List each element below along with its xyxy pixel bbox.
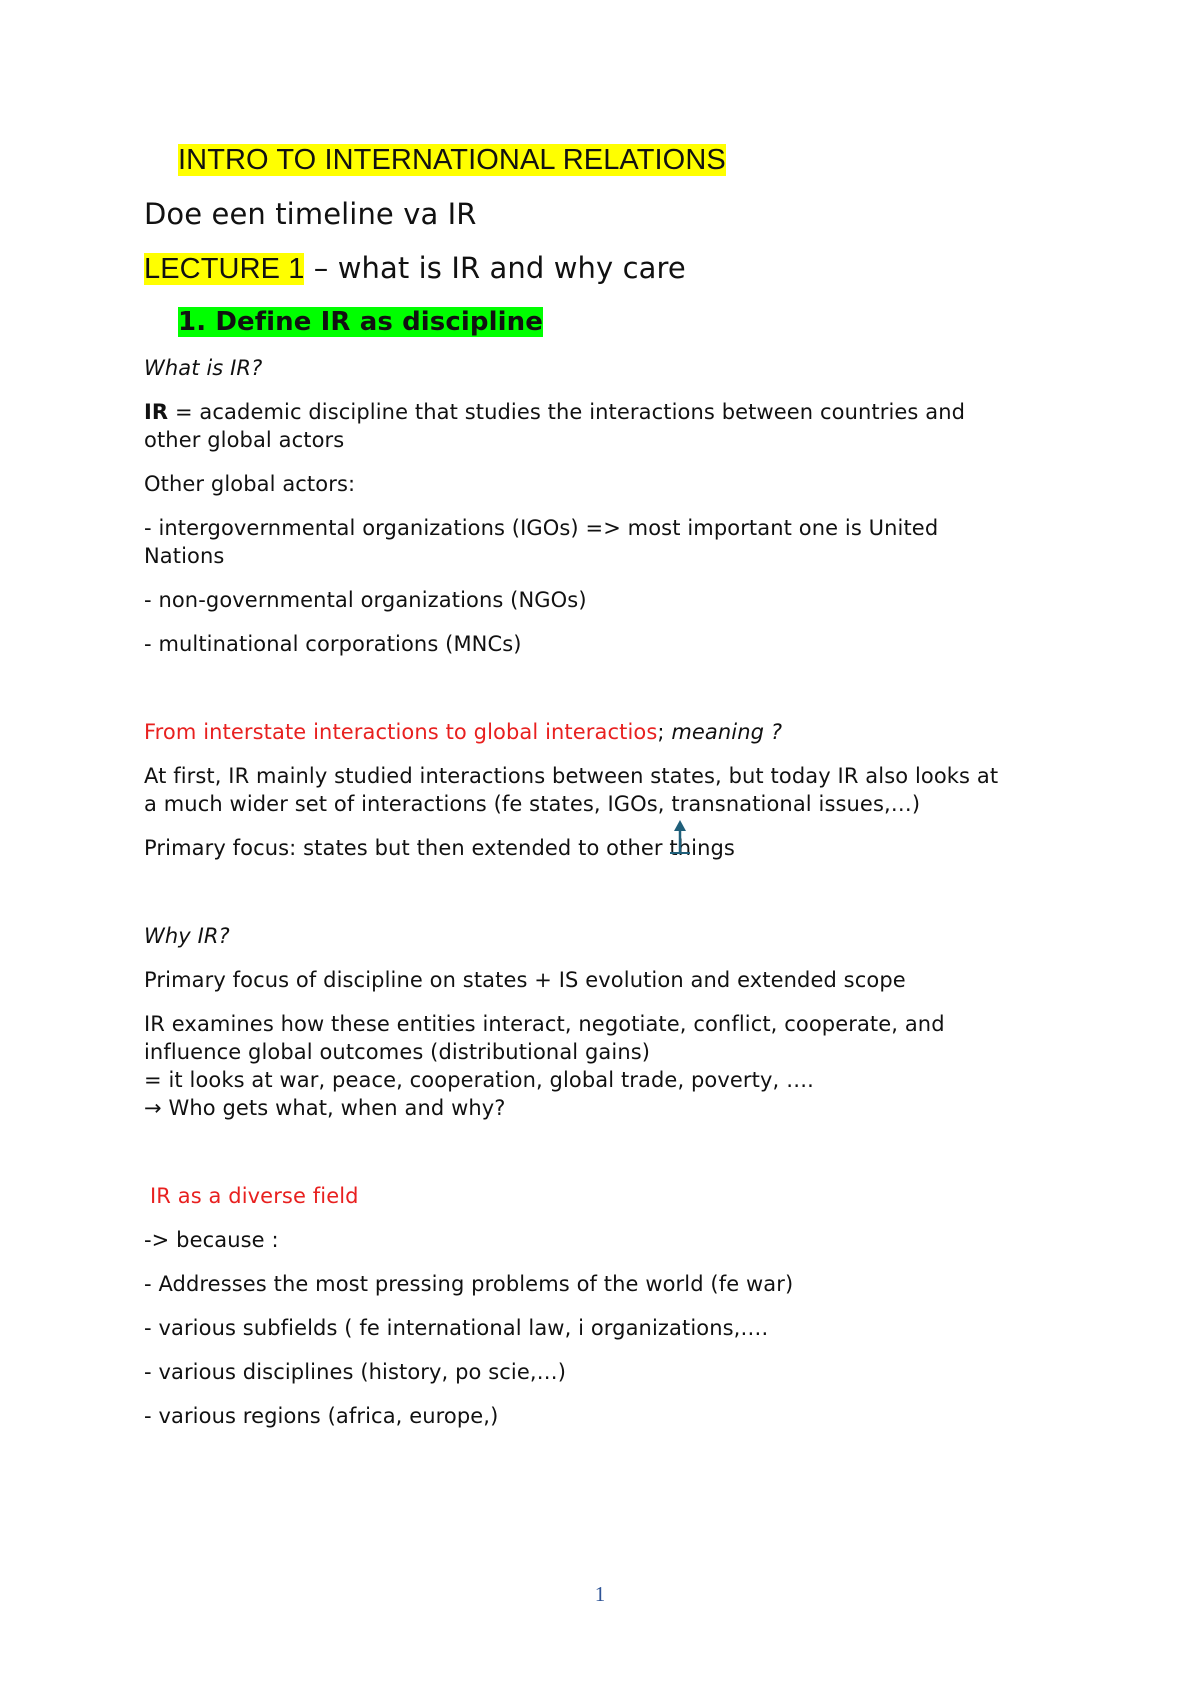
interstate-red-text: From interstate interactions to global interactios <box>144 720 658 744</box>
interstate-separator: ; <box>657 720 672 744</box>
ir-term: IR <box>144 400 169 424</box>
what-is-ir-question: What is IR? <box>144 356 263 380</box>
other-actors-heading: Other global actors: <box>144 472 356 496</box>
diverse-field-heading: IR as a diverse field <box>150 1184 359 1208</box>
at-first-line-2: a much wider set of interactions (fe states, IGOs, transnational issues,…) <box>144 792 921 816</box>
ir-definition-line-2: other global actors <box>144 428 345 452</box>
lecture-label: LECTURE 1 <box>144 253 305 285</box>
section-heading-1 <box>178 305 543 339</box>
examines-line-3: = it looks at war, peace, cooperation, global trade, poverty, …. <box>144 1068 814 1092</box>
list-item: - various disciplines (history, po scie,…) <box>144 1360 567 1384</box>
title-text: INTRO TO INTERNATIONAL RELATIONS <box>178 144 726 176</box>
subtitle: Doe een timeline va IR <box>144 197 477 231</box>
examines-line-1: IR examines how these entities interact, negotiate, conflict, cooperate, and <box>144 1012 945 1036</box>
ir-definition-line-1 <box>144 398 965 426</box>
up-arrow-annotation-icon <box>660 818 700 858</box>
primary-focus-2: Primary focus of discipline on states + IS evolution and extended scope <box>144 968 906 992</box>
primary-focus-line: Primary focus: states but then extended to other things <box>144 836 735 860</box>
because-line: -> because : <box>144 1228 279 1252</box>
document-title <box>178 142 726 178</box>
at-first-line-1: At first, IR mainly studied interactions between states, but today IR also looks at <box>144 764 999 788</box>
ngo-item: - non-governmental organizations (NGOs) <box>144 588 587 612</box>
lecture-rest: – what is IR and why care <box>304 251 686 285</box>
interstate-meaning: meaning ? <box>671 720 783 744</box>
why-ir-question: Why IR? <box>144 924 230 948</box>
page-number: 1 <box>594 1582 606 1606</box>
interstate-heading <box>144 718 782 746</box>
list-item: - various regions (africa, europe,) <box>144 1404 499 1428</box>
ir-definition-text: = academic discipline that studies the interactions between countries and <box>168 400 966 424</box>
lecture-heading <box>144 250 686 287</box>
igo-item-line-1: - intergovernmental organizations (IGOs) => most important one is United <box>144 516 939 540</box>
list-item: - Addresses the most pressing problems of the world (fe war) <box>144 1272 794 1296</box>
mnc-item: - multinational corporations (MNCs) <box>144 632 522 656</box>
section-heading-text: 1. Define IR as discipline <box>178 307 543 337</box>
list-item: - various subfields ( fe international law, i organizations,…. <box>144 1316 769 1340</box>
examines-line-2: influence global outcomes (distributional gains) <box>144 1040 651 1064</box>
examines-line-4: → Who gets what, when and why? <box>144 1096 506 1120</box>
igo-item-line-2: Nations <box>144 544 225 568</box>
